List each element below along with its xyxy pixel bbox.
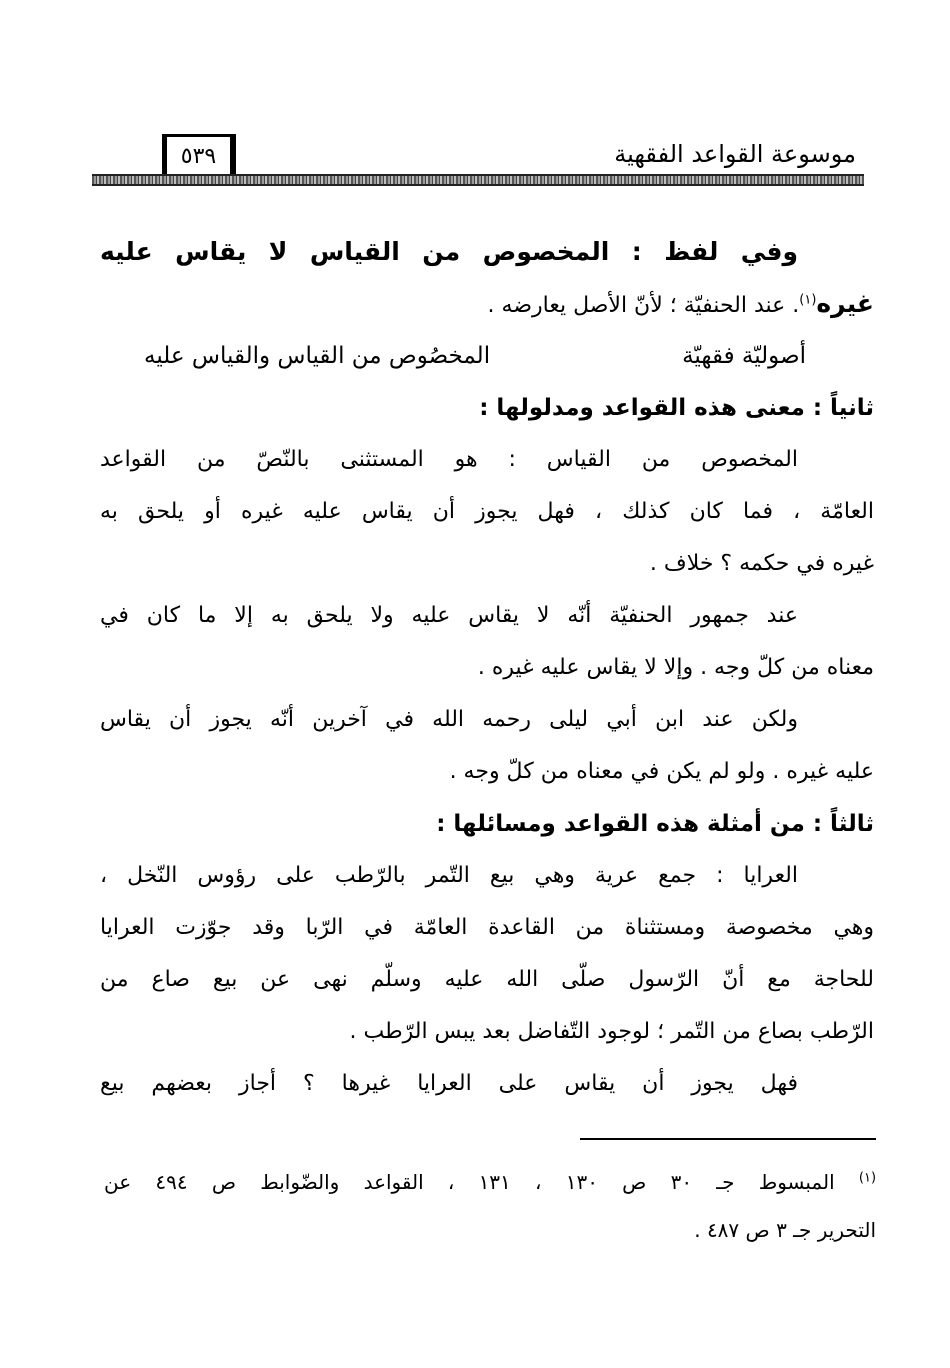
text-line: وهي مخصوصة ومستثناة من القاعدة العامّة في الرّبا وقد جوّزت العرايا [100,915,874,940]
rule-statement: وفي لفظ : المخصوص من القياس لا يقاس عليه [100,237,798,266]
text-line [100,226,874,278]
text-run: . عند الحنفيّة ؛ لأنّ الأصل يعارضه . [487,293,800,318]
section-heading: ثالثاً : من أمثلة هذه القواعد ومسائلها : [436,811,874,837]
footnote-reference: (١) [799,292,817,308]
text-line: للحاجة مع أنّ الرّسول صلّى الله عليه وسلّم نهى عن بيع صاع من [100,967,874,992]
classification-title: المخصُوص من القياس والقياس عليه [144,343,491,369]
footnote-text: المبسوط جـ ٣٠ ص ١٣٠ ، ١٣١ ، القواعد والضّوابط ص ٤٩٤ عن [104,1170,835,1194]
rule-statement-end: غيره [816,289,874,318]
text-line: العامّة ، فما كان كذلك ، فهل يجوز أن يقاس عليه غيره أو يلحق به [100,499,874,524]
text-line: عليه غيره . ولو لم يكن في معناه من كلّ وجه . [449,759,874,784]
section-heading: ثانياً : معنى هذه القواعد ومدلولها : [479,395,874,421]
page-header [92,128,864,192]
text-line: فهل يجوز أن يقاس على العرايا غيرها ؟ أجاز بعضهم بيع [100,1071,798,1096]
text-line: معناه من كلّ وجه . وإلا لا يقاس عليه غيره . [477,655,874,680]
main-text [100,226,874,1110]
footnote-rule [580,1138,876,1140]
text-line: العرايا : جمع عرية وهي بيع التّمر بالرّطب على رؤوس النّخل ، [100,863,798,888]
page-number: ٥٣٩ [162,134,236,174]
footnote-line: التحرير جـ ٣ ص ٤٨٧ . [694,1218,876,1242]
footnote-line [104,1158,876,1206]
classification-row [100,330,874,382]
text-line: غيره في حكمه ؟ خلاف . [649,551,874,576]
text-line: المخصوص من القياس : هو المستثنى بالنّصّ من القواعد [100,447,798,472]
text-line [100,278,874,330]
running-title: موسوعة القواعد الفقهية [614,140,856,168]
text-line: الرّطب بصاع من التّمر ؛ لوجود التّفاضل بعد يبس الرّطب . [349,1019,874,1044]
footnotes [104,1158,876,1254]
header-rule [92,174,864,186]
text-line: ولكن عند ابن أبي ليلى رحمه الله في آخرين أنّه يجوز أن يقاس [100,707,798,732]
footnote-marker: (١) [858,1170,876,1186]
text-line: عند جمهور الحنفيّة أنّه لا يقاس عليه ولا يلحق به إلا ما كان في [100,603,798,628]
classification-label: أصوليّة فقهيّة [682,343,806,369]
